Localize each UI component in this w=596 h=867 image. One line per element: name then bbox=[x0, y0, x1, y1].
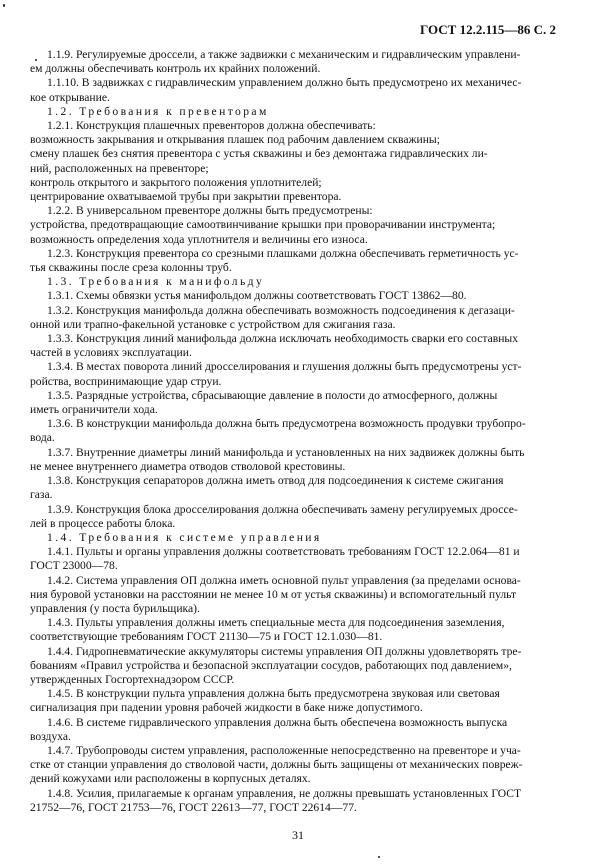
document-body bbox=[30, 48, 567, 815]
page-header: ГОСТ 12.2.115—86 С. 2 bbox=[420, 22, 556, 37]
paragraph-line: онной или трапно-факельной установке с устройством для сжигания газа. bbox=[30, 317, 396, 331]
paragraph-line: тья скважины после среза колонны труб. bbox=[30, 261, 232, 275]
paragraph-line: кое открывание. bbox=[30, 90, 110, 104]
paragraph-line: ройства, воспринимающие удар струи. bbox=[30, 374, 222, 388]
paragraph-line: ем должны обеспечивать контроль их крайних положений. bbox=[30, 62, 321, 76]
paragraph-line: 1.3.4. В местах поворота линий дросселирования и глушения должны быть предусмотрены уст- bbox=[47, 360, 522, 374]
paragraph-line: 1.1.9. Регулируемые дроссели, а также задвижки с механическим и гидравлическим управлени- bbox=[47, 48, 521, 61]
paragraph-line: контроль открытого и закрытого положения уплотнителей; bbox=[30, 175, 322, 189]
paragraph-line: 1.3.8. Конструкция сепараторов должна иметь отвод для подсоединения к системе сжигания bbox=[47, 474, 504, 488]
section-heading: 1.4. Требования к системе управления bbox=[47, 530, 322, 544]
paragraph-line: сигнализация при падении уровня рабочей жидкости в баке ниже допустимого. bbox=[30, 701, 423, 715]
scan-speck bbox=[378, 856, 380, 858]
paragraph-line: частей в условиях эксплуатации. bbox=[30, 346, 192, 360]
paragraph-line: 1.4.6. В системе гидравлического управления должна быть обеспечена возможность выпуска bbox=[47, 715, 508, 729]
paragraph-line: центрирование охватываемой трубы при закрытии превентора. bbox=[30, 190, 342, 204]
paragraph-line: 1.1.10. В задвижках с гидравлическим управлением должно быть предусмотрено их механичес- bbox=[47, 76, 522, 90]
paragraph-line: устройства, предотвращающие самоотвинчивание крышки при проворачивании инструмента; bbox=[30, 218, 496, 232]
paragraph-line: 1.3.9. Конструкция блока дросселирования должна обеспечивать замену регулируемых дроссе- bbox=[47, 502, 518, 516]
paragraph-line: 1.4.1. Пульты и органы управления должны соответствовать требованиям ГОСТ 12.2.064—81 и bbox=[47, 545, 520, 559]
paragraph-line: 1.2.1. Конструкция плашечных превенторов должна обеспечивать: bbox=[47, 119, 376, 133]
paragraph-line: смену плашек без снятия превентора с устья скважины и без демонтажа гидравлических ли- bbox=[30, 147, 488, 161]
paragraph-line: не менее внутреннего диаметра отводов стволовой крестовины. bbox=[30, 459, 346, 473]
paragraph-line: 1.3.3. Конструкция линий манифольда должна исключать необходимость сварки его составных bbox=[47, 332, 518, 346]
paragraph-line: стке от станции управления до стволовой части, должны быть защищены от механических повреж- bbox=[30, 758, 523, 772]
paragraph-line: 1.2.3. Конструкция превентора со срезными плашками должна обеспечивать герметичность ус- bbox=[47, 246, 519, 260]
paragraph-line: вода. bbox=[30, 431, 55, 445]
paragraph-line: ния буровой установки на расстоянии не менее 10 м от устья скважины) и вспомогательный пульт bbox=[30, 587, 517, 601]
paragraph-line: возможность закрывания и открывания плашек под рабочим давлением скважины; bbox=[30, 133, 440, 147]
paragraph-line: 1.2.2. В универсальном превенторе должны быть предусмотрены: bbox=[47, 204, 373, 218]
paragraph-line: лей в процессе работы блока. bbox=[30, 516, 176, 530]
paragraph-line: ГОСТ 23000—78. bbox=[30, 559, 118, 573]
page-number: 31 bbox=[292, 828, 304, 842]
paragraph-line: воздуха. bbox=[30, 729, 71, 743]
paragraph-line: ний, расположенных на превенторе; bbox=[30, 161, 209, 175]
section-heading: 1.2. Требования к превенторам bbox=[47, 104, 269, 118]
paragraph-line: соответствующие требованиям ГОСТ 21130—75 и ГОСТ 12.1.030—81. bbox=[30, 630, 383, 644]
paragraph-line: 1.4.2. Система управления ОП должна иметь основной пульт управления (за пределами основа- bbox=[47, 573, 521, 587]
paragraph-line: 1.4.7. Трубопроводы систем управления, расположенные непосредственно на превенторе и уча- bbox=[47, 743, 521, 757]
paragraph-line: газа. bbox=[30, 488, 53, 502]
paragraph-line: возможность определения хода уплотнителя и величины его износа. bbox=[30, 232, 368, 246]
paragraph-line: 1.3.1. Схемы обвязки устья манифольдом должны соответствовать ГОСТ 13862—80. bbox=[47, 289, 467, 303]
scan-speck bbox=[3, 4, 5, 7]
paragraph-line: 1.3.7. Внутренние диаметры линий манифольда и установленных на них задвижек должны быть bbox=[47, 445, 525, 459]
paragraph-line: утвержденных Госгортехнадзором СССР. bbox=[30, 672, 235, 686]
paragraph-line: 1.4.8. Усилия, прилагаемые к органам управления, не должны превышать установленных ГОСТ bbox=[47, 786, 522, 800]
paragraph-line: 21752—76, ГОСТ 21753—76, ГОСТ 22613—77, ГОСТ 22614—77. bbox=[30, 800, 357, 814]
paragraph-line: 1.4.4. Гидропневматические аккумуляторы системы управления ОП должны удовлетворять тре- bbox=[47, 644, 522, 658]
paragraph-line: дений кожухами или расположены в корпусных деталях. bbox=[30, 772, 311, 786]
paragraph-line: иметь ограничители хода. bbox=[30, 403, 158, 417]
paragraph-line: 1.3.6. В конструкции манифольда должна быть предусмотрена возможность продувки трубопро- bbox=[47, 417, 526, 431]
paragraph-line: управления (у поста бурильщика). bbox=[30, 601, 200, 615]
paragraph-line: бованиям «Правил устройства и безопасной эксплуатации сосудов, работающих под давлением», bbox=[30, 658, 512, 672]
paragraph-line: 1.4.3. Пульты управления должны иметь специальные места для подсоединения заземления, bbox=[47, 616, 505, 630]
paragraph-line: 1.3.2. Конструкция манифольда должна обеспечивать возможность подсоединения к дегазаци- bbox=[47, 303, 515, 317]
paragraph-line: 1.4.5. В конструкции пульта управления должна быть предусмотрена звуковая или световая bbox=[47, 687, 500, 701]
paragraph-line: 1.3.5. Разрядные устройства, сбрасывающие давление в полости до атмосферного, должны bbox=[47, 388, 498, 402]
section-heading: 1.3. Требования к манифольду bbox=[47, 275, 265, 289]
